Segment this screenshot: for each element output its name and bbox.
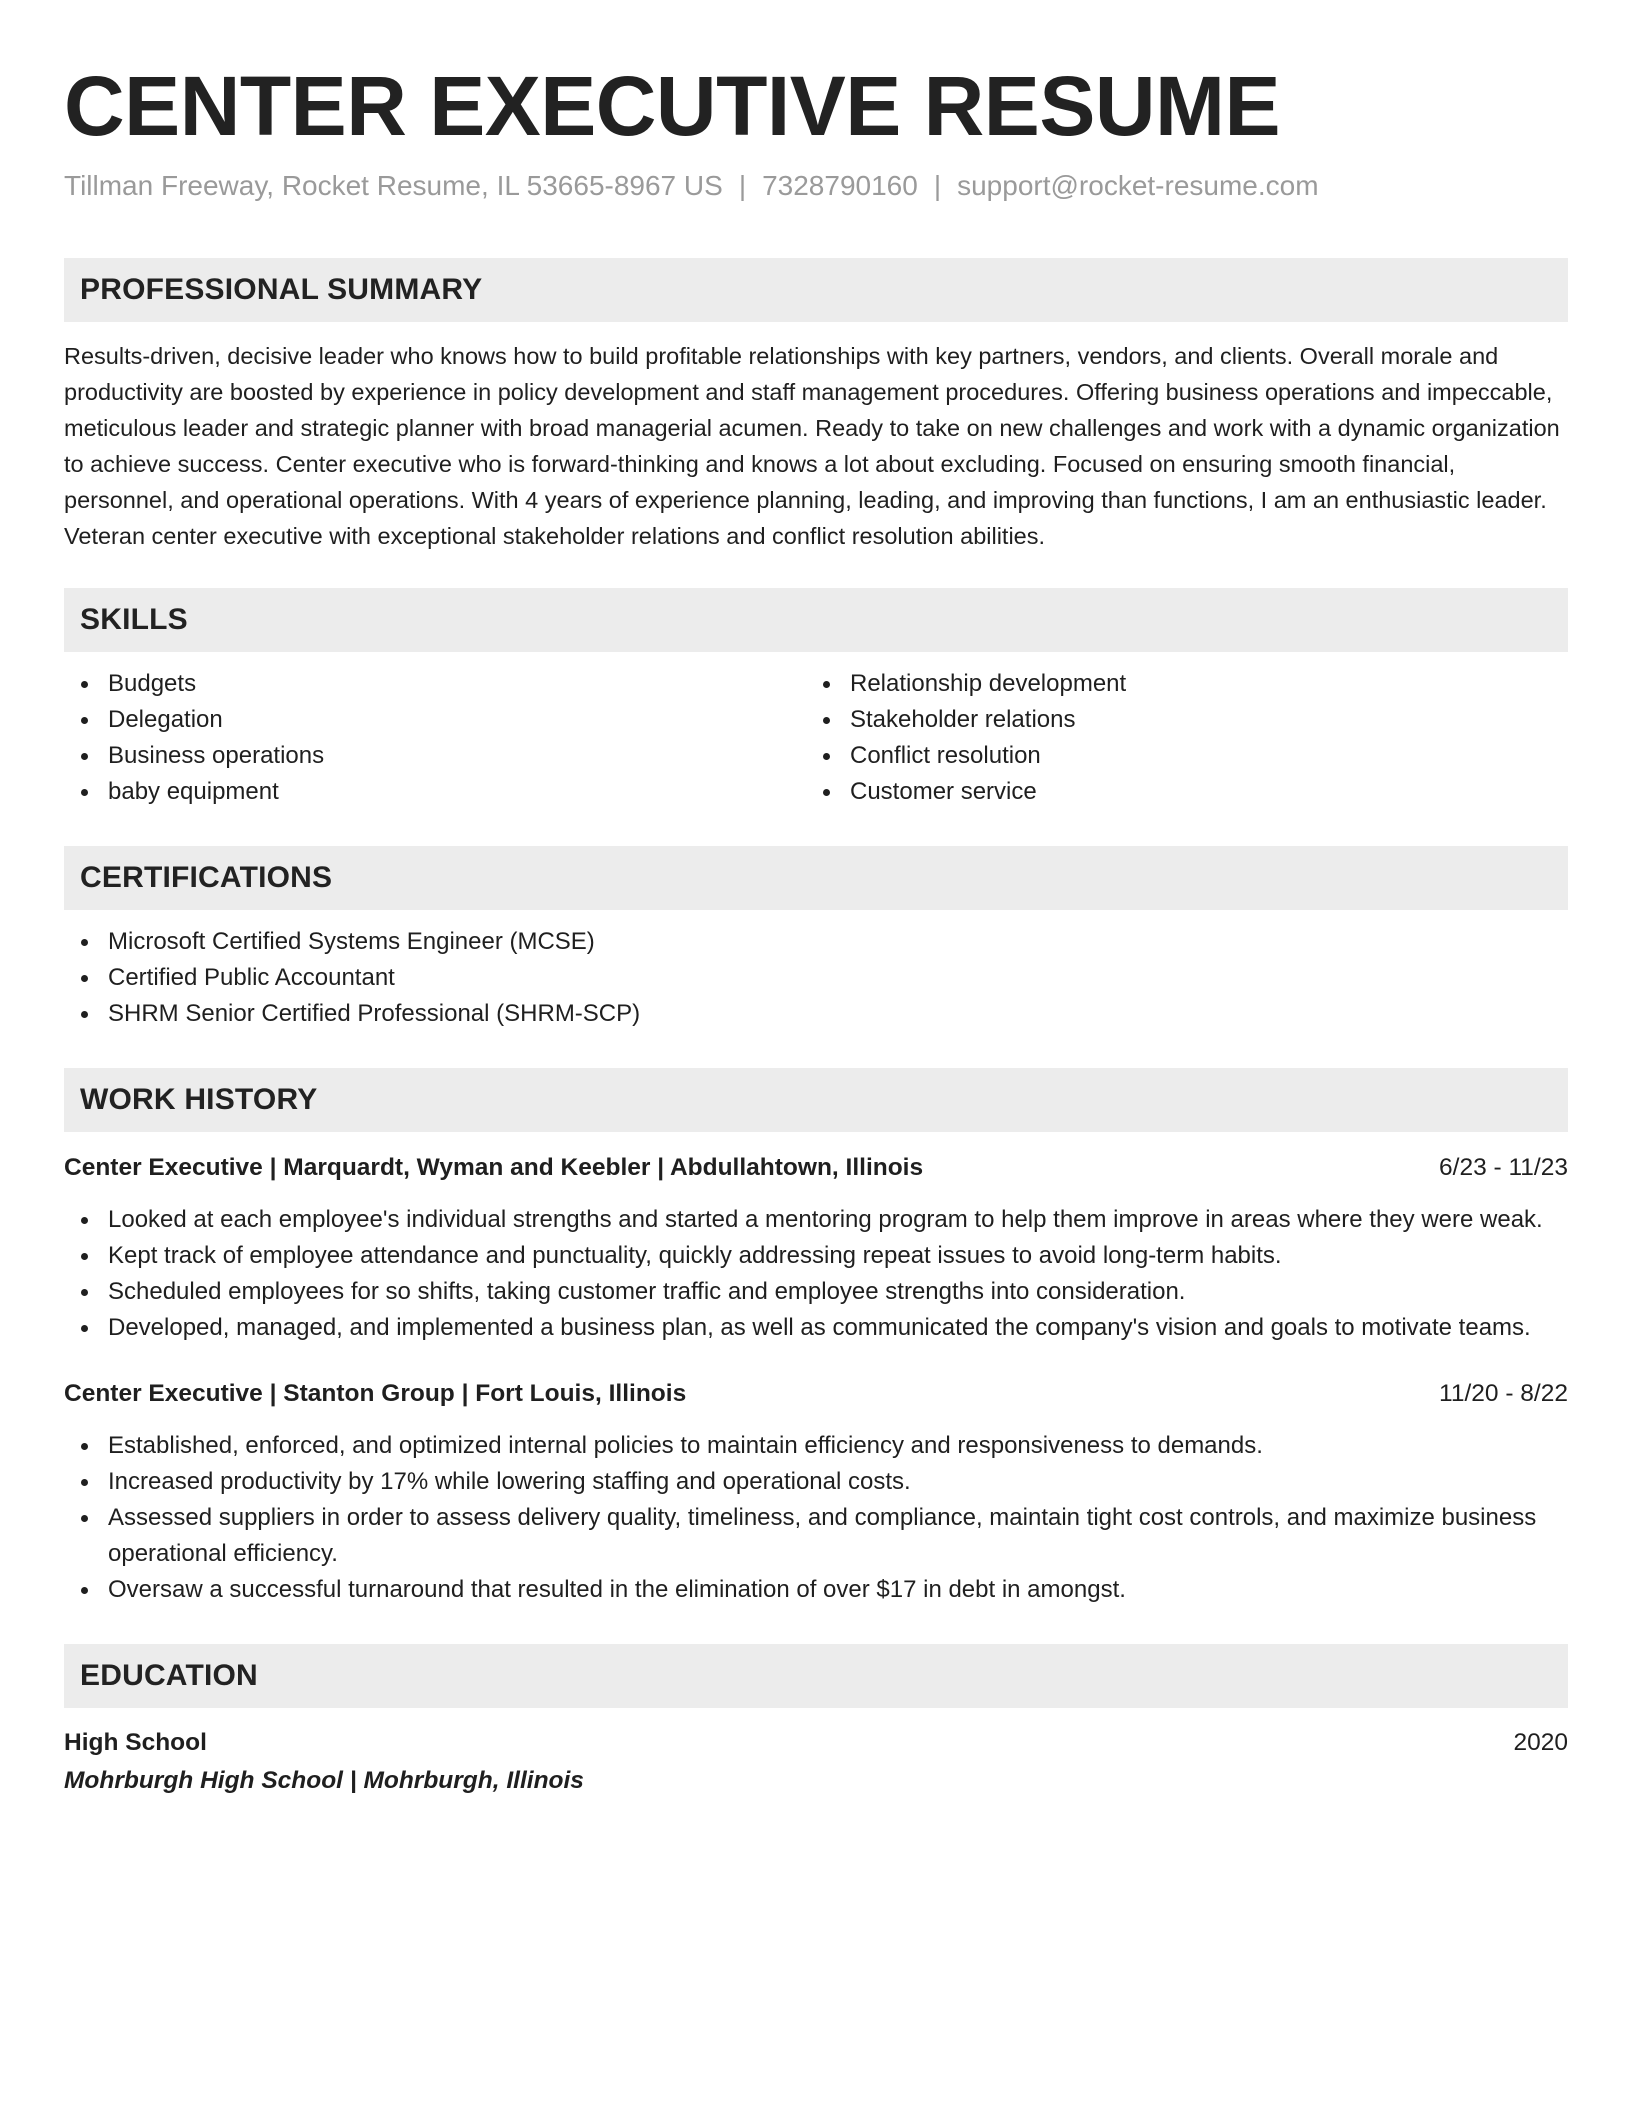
resume-title: CENTER EXECUTIVE RESUME bbox=[64, 59, 1281, 153]
skill-item: baby equipment bbox=[64, 774, 806, 810]
section-heading-summary: PROFESSIONAL SUMMARY bbox=[64, 258, 1568, 322]
summary-paragraph: Results-driven, decisive leader who knows how to build profitable relationships with key partners, vendors, and clients. Overall morale and productivity are boosted by experience in policy development and staff management procedures. Offering business operations and impeccable, meticulous leader and strategic planner with broad managerial acumen. Ready to take on new challenges and work with a dynamic organization to achieve success. Center executive who is forward-thinking and knows a lot about excluding. Focused on ensuring smooth financial, personnel, and operational operations. With 4 years of experience planning, leading, and improving than functions, I am an enthusiastic leader. Veteran center executive with exceptional stakeholder relations and conflict resolution abilities. bbox=[64, 343, 1560, 549]
job-entry bbox=[64, 1376, 1568, 1608]
education-header bbox=[64, 1724, 1568, 1762]
job-bullet: Established, enforced, and optimized internal policies to maintain efficiency and responsiveness to demands. bbox=[64, 1428, 1568, 1464]
job-bullet: Assessed suppliers in order to assess delivery quality, timeliness, and compliance, maintain tight cost controls, and maximize business operational efficiency. bbox=[64, 1500, 1568, 1572]
skill-item: Business operations bbox=[64, 738, 806, 774]
section-heading-education: EDUCATION bbox=[64, 1644, 1568, 1708]
section-heading-work-history: WORK HISTORY bbox=[64, 1068, 1568, 1132]
job-bullet: Kept track of employee attendance and punctuality, quickly addressing repeat issues to avoid long-term habits. bbox=[64, 1238, 1568, 1274]
job-bullet-list bbox=[64, 1428, 1568, 1608]
education-entry bbox=[64, 1724, 1568, 1800]
job-title: Center Executive | Marquardt, Wyman and Keebler | Abdullahtown, Illinois bbox=[64, 1154, 924, 1181]
contact-separator: | bbox=[738, 170, 747, 201]
job-header bbox=[64, 1376, 1568, 1412]
education-degree: High School bbox=[64, 1729, 207, 1756]
education-year: 2020 bbox=[1513, 1729, 1568, 1756]
section-heading-skills: SKILLS bbox=[64, 588, 1568, 652]
resume-page bbox=[64, 0, 1568, 1800]
certification-item: Microsoft Certified Systems Engineer (MCSE) bbox=[64, 924, 1568, 960]
certification-item: Certified Public Accountant bbox=[64, 960, 1568, 996]
skill-item: Relationship development bbox=[806, 666, 1548, 702]
skill-item: Stakeholder relations bbox=[806, 702, 1548, 738]
contact-line bbox=[64, 166, 1568, 206]
contact-address: Tillman Freeway, Rocket Resume, IL 53665-8967 US bbox=[64, 170, 723, 201]
skill-item: Conflict resolution bbox=[806, 738, 1548, 774]
certification-item: SHRM Senior Certified Professional (SHRM-SCP) bbox=[64, 996, 1568, 1032]
job-header bbox=[64, 1150, 1568, 1186]
contact-phone: 7328790160 bbox=[762, 170, 918, 201]
skill-item: Customer service bbox=[806, 774, 1548, 810]
job-bullet-list bbox=[64, 1202, 1568, 1346]
job-title: Center Executive | Stanton Group | Fort Louis, Illinois bbox=[64, 1380, 687, 1407]
education-school: Mohrburgh High School | Mohrburgh, Illinois bbox=[64, 1767, 584, 1794]
job-entry bbox=[64, 1150, 1568, 1346]
skills-column-right bbox=[806, 666, 1548, 810]
job-dates: 11/20 - 8/22 bbox=[1439, 1380, 1568, 1407]
job-bullet: Looked at each employee's individual strengths and started a mentoring program to help them improve in areas where they were weak. bbox=[64, 1202, 1568, 1238]
job-dates: 6/23 - 11/23 bbox=[1439, 1154, 1568, 1181]
skills-column-left bbox=[64, 666, 806, 810]
contact-email: support@rocket-resume.com bbox=[957, 170, 1319, 201]
job-bullet: Oversaw a successful turnaround that resulted in the elimination of over $17 in debt in amongst. bbox=[64, 1572, 1568, 1608]
job-bullet: Increased productivity by 17% while lowering staffing and operational costs. bbox=[64, 1464, 1568, 1500]
section-heading-certifications: CERTIFICATIONS bbox=[64, 846, 1568, 910]
skill-item: Budgets bbox=[64, 666, 806, 702]
contact-separator: | bbox=[933, 170, 942, 201]
job-bullet: Scheduled employees for so shifts, taking customer traffic and employee strengths into consideration. bbox=[64, 1274, 1568, 1310]
skills-list bbox=[64, 666, 1568, 810]
skill-item: Delegation bbox=[64, 702, 806, 738]
job-bullet: Developed, managed, and implemented a business plan, as well as communicated the company's vision and goals to motivate teams. bbox=[64, 1310, 1568, 1346]
certifications-list bbox=[64, 924, 1568, 1032]
